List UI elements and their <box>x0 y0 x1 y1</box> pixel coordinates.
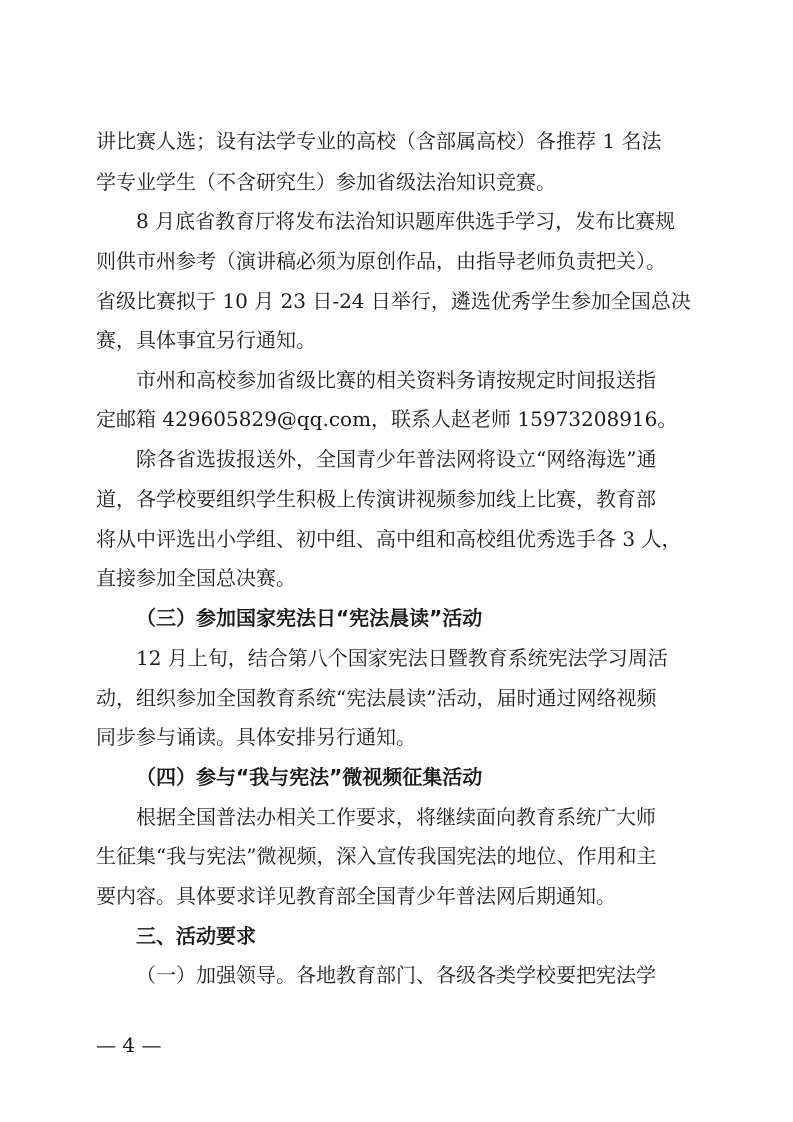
text-line: 讲比赛人选；设有法学专业的高校（含部属高校）各推荐 1 名法 <box>96 129 662 153</box>
text-line: 动，组织参加全国教育系统“宪法晨读”活动，届时通过网络视频 <box>96 686 657 710</box>
page-number: — 4 — <box>96 1033 162 1057</box>
text-line: 赛，具体事宜另行通知。 <box>96 328 316 352</box>
text-line: 除各省选拔报送外，全国青少年普法网将设立“网络海选”通 <box>136 447 657 471</box>
text-line: 生征集“我与宪法”微视频，深入宣传我国宪法的地位、作用和主 <box>96 844 657 868</box>
text-line: 则供市州参考（演讲稿必须为原创作品，由指导老师负责把关）。 <box>96 249 666 273</box>
text-line: 根据全国普法办相关工作要求，将继续面向教育系统广大师 <box>136 805 656 829</box>
text-line: 省级比赛拟于 10 月 23 日-24 日举行，遴选优秀学生参加全国总决 <box>96 289 691 313</box>
text-line: 同步参与诵读。具体安排另行通知。 <box>96 725 416 749</box>
text-line: 8 月底省教育厅将发布法治知识题库供选手学习，发布比赛规 <box>136 209 676 233</box>
section-heading: （三）参加国家宪法日“宪法晨读”活动 <box>136 606 483 630</box>
text-line: 道，各学校要组织学生积极上传演讲视频参加线上比赛，教育部 <box>96 487 656 511</box>
section-heading: 三、活动要求 <box>136 924 256 948</box>
text-line: 定邮箱 429605829@qq.com，联系人赵老师 15973208916。 <box>96 407 678 431</box>
text-line: 学专业学生（不含研究生）参加省级法治知识竞赛。 <box>96 170 556 194</box>
text-line: 直接参加全国总决赛。 <box>96 566 296 590</box>
text-line: 市州和高校参加省级比赛的相关资料务请按规定时间报送指 <box>136 368 656 392</box>
text-line: 12 月上旬，结合第八个国家宪法日暨教育系统宪法学习周活 <box>136 646 668 670</box>
text-line: 要内容。具体要求详见教育部全国青少年普法网后期通知。 <box>96 884 616 908</box>
text-line: （一）加强领导。各地教育部门、各级各类学校要把宪法学 <box>136 963 656 987</box>
section-heading: （四）参与“我与宪法”微视频征集活动 <box>136 765 483 789</box>
text-line: 将从中评选出小学组、初中组、高中组和高校组优秀选手各 3 人， <box>96 527 682 551</box>
